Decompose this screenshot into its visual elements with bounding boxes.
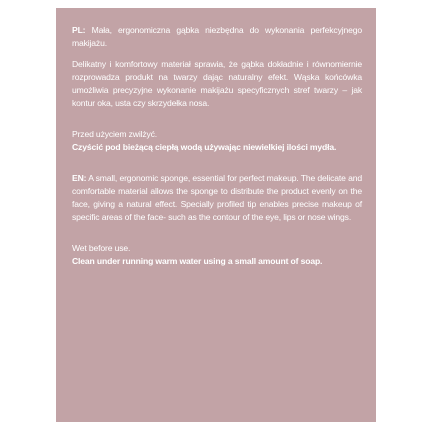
pl-instruction-intro: Przed użyciem zwilżyć. xyxy=(72,128,158,139)
en-cleaning-instruction: Clean under running warm water using a small amount of soap. xyxy=(72,256,323,267)
en-description-paragraph xyxy=(72,172,362,224)
pl-intro-text: Mała, ergonomiczna gąbka niezbędna do wykonania perfekcyjnego makijażu. xyxy=(72,25,362,49)
en-language-label: EN: xyxy=(72,172,87,183)
pl-cleaning-instruction: Czyścić pod bieżącą ciepłą wodą używając niewielkiej ilości mydła. xyxy=(72,141,337,152)
pl-intro-paragraph xyxy=(72,24,362,50)
pl-description-paragraph: Delikatny i komfortowy materiał sprawia, że gąbka dokładnie i równomiernie rozprowadza produkt na twarzy dając naturalny efekt. Wąska końcówka umożliwia precyzyjne wykonanie makijażu specyficznych stref twarzy – jak kontur oka, usta czy skrzydełka nosa. xyxy=(72,59,362,109)
en-instruction-intro: Wet before use. xyxy=(72,243,131,254)
product-description-panel xyxy=(56,8,376,422)
pl-language-label: PL: xyxy=(72,25,86,35)
en-intro-text: A small, ergonomic sponge, essential for perfect makeup. The delicate and comfortable material allows the sponge to distribute the product evenly on the face, giving a natural effect. Specially profiled tip enables precise makeup of specific areas of the face- such as the contour of the eye, lips or nose wings. xyxy=(72,172,362,223)
